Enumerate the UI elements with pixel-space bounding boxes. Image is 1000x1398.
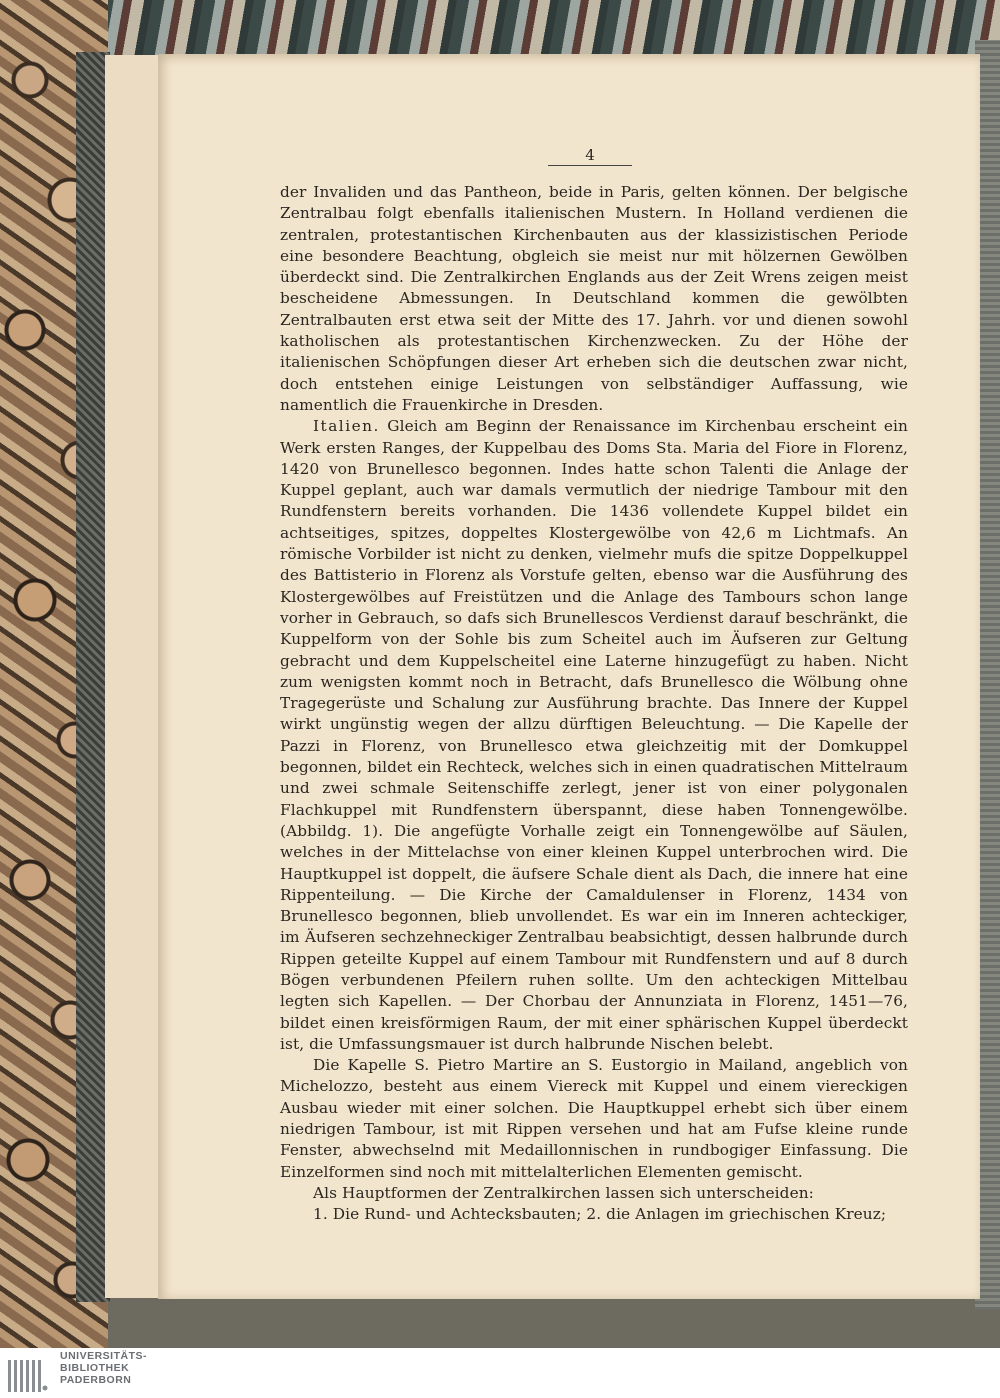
paragraph-4-text: Als Hauptformen der Zentralkirchen lassen sich unterscheiden: bbox=[313, 1183, 814, 1202]
marbled-board-top bbox=[0, 0, 1000, 58]
library-logo-line2: BIBLIOTHEK bbox=[60, 1362, 130, 1374]
paragraph-3 bbox=[280, 1055, 908, 1183]
section-lead-italien: Italien. bbox=[313, 417, 380, 436]
library-logo-icon bbox=[8, 1356, 48, 1392]
paragraph-1 bbox=[280, 182, 908, 416]
library-logo-line1: UNIVERSITÄTS- bbox=[60, 1350, 148, 1362]
page-number: 4 bbox=[548, 146, 632, 166]
paragraph-4 bbox=[280, 1183, 908, 1204]
page-body-text bbox=[280, 182, 908, 1226]
flyleaf bbox=[105, 55, 166, 1298]
library-logo-text bbox=[60, 1348, 147, 1386]
library-logo-line3: PADERBORN bbox=[60, 1374, 132, 1386]
paragraph-5-text: 1. Die Rund- und Achtecksbauten; 2. die Anlagen im griechischen Kreuz; bbox=[313, 1205, 887, 1224]
paragraph-1-text: der Invaliden und das Pantheon, beide in Paris, gelten können. Der belgische Zentralbau folgt ebenfalls italienischen Mustern. In Holland verdienen die zentralen, protestantischen Kirchenbauten aus der klassizistischen Periode eine besondere Beachtung, obgleich sie meist nur mit hölzernen Gewölben überdeckt sind. Die Zentralkirchen Englands aus der Zeit Wrens zeigen meist bescheidene Abmessungen. In Deutschland kommen die gewölbten Zentralbauten erst etwa seit der Mitte des 17. Jahrh. vor und dienen sowohl katholischen als protestantischen Kirchenzwecken. Zu der Höhe der italienischen Schöpfungen dieser Art erheben sich die deutschen zwar nicht, doch entstehen einige Leistungen von selbständiger Auffassung, wie namentlich die Frauenkirche in Dresden. bbox=[280, 183, 908, 414]
library-footer bbox=[0, 1348, 1000, 1398]
paragraph-3-text: Die Kapelle S. Pietro Martire an S. Eustorgio in Mailand, angeblich von Michelozzo, besteht aus einem Viereck mit Kuppel und einem viereckigen Ausbau wieder mit einer solchen. Die Hauptkuppel erhebt sich über einem niedrigen Tambour, ist mit Rippen versehen und hat am Fufse kleine runde Fenster, abwechselnd mit Medaillonnischen in rundbogiger Einfassung. Die Einzelformen sind noch mit mittelalterlichen Elementen gemischt. bbox=[280, 1056, 908, 1181]
paragraph-italien-text: Gleich am Beginn der Renaissance im Kirchenbau erscheint ein Werk ersten Ranges, der Kuppelbau des Doms Sta. Maria del Fiore in Florenz, 1420 von Brunellesco begonnen. Indes hatte schon Talenti die Anlage der Kuppel geplant, auch war damals vermutlich der niedrige Tambour mit den Rundfenstern bereits vorhanden. Die 1436 vollendete Kuppel bildet ein achtseitiges, spitzes, doppeltes Klostergewölbe von 42,6 m Lichtmafs. An römische Vorbilder ist nicht zu denken, vielmehr mufs die spitze Doppelkuppel des Battisterio in Florenz als Vorstufe gelten, ebenso war die Ausführung des Klostergewölbes auf Freistützen und die Anlage des Tambours schon lange vorher in Gebrauch, so dafs sich Brunellescos Verdienst darauf beschränkt, die Kuppelform von der Sohle bis zum Scheitel auch im Äufseren zur Geltung gebracht und dem Kuppelscheitel eine Laterne hinzugefügt zu haben. Nicht zum wenigsten kommt noch in Betracht, dafs Brunellesco die Wölbung ohne Tragegerüste und Schalung zur Ausführung brachte. Das Innere der Kuppel wirkt ungünstig wegen der allzu dürftigen Beleuchtung. — Die Kapelle der Pazzi in Florenz, von Brunellesco etwa gleichzeitig mit der Domkuppel begonnen, bildet ein Rechteck, welches sich in einen quadratischen Mittelraum und zwei schmale Seitenschiffe zerlegt, jener ist von einer polygonalen Flachkuppel mit Rundfenstern überspannt, diese haben Tonnengewölbe. (Abbildg. 1). Die angefügte Vorhalle zeigt ein Tonnengewölbe auf Säulen, welches in der Mittelachse von einer kleinen Kuppel unterbrochen wird. Die Hauptkuppel ist doppelt, die äufsere Schale dient als Dach, die innere hat eine Rippenteilung. — Die Kirche der Camaldulenser in Florenz, 1434 von Brunellesco begonnen, blieb unvollendet. Es war ein im Inneren achteckiger, im Äufseren sechzehneckiger Zentralbau beabsichtigt, dessen halbrunde durch Rippen geteilte Kuppel auf einem Tambour mit Rundfenstern und auf 8 durch Bögen verbundenen Pfeilern ruhen sollte. Um den achteckigen Mittelbau legten sich Kapellen. — Der Chorbau der Annunziata in Florenz, 1451—76, bildet einen kreisförmigen Raum, der mit einer sphärischen Kuppel überdeckt ist, die Umfassungsmauer ist durch halbrunde Nischen belebt. bbox=[280, 417, 908, 1053]
paragraph-italien bbox=[280, 416, 908, 1055]
paragraph-5 bbox=[280, 1204, 908, 1225]
